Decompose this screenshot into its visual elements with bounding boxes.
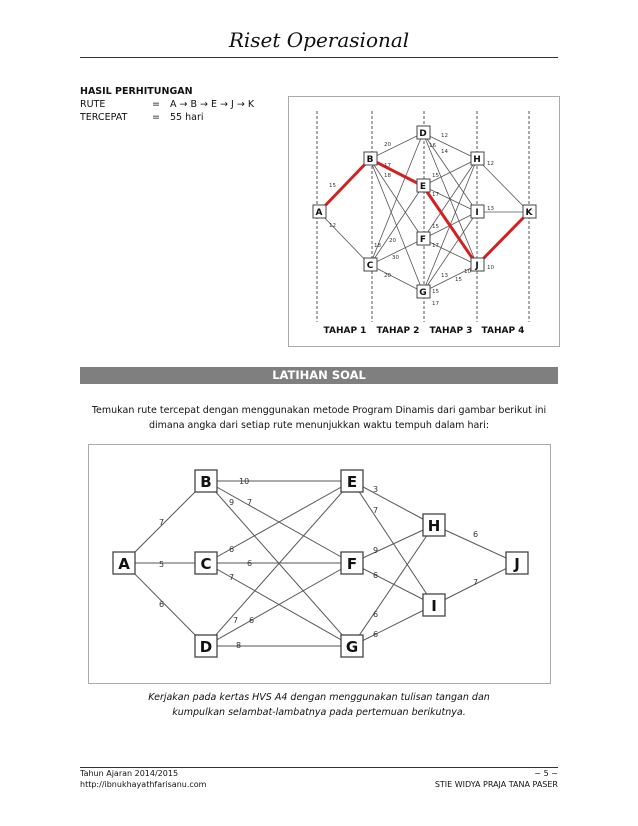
sample-node-k: K (525, 208, 533, 218)
sample-node-d: D (419, 129, 427, 139)
sample-edge-label: 15 (432, 224, 439, 230)
route-value: A → B → E → J → K (170, 99, 255, 110)
result-block (80, 85, 254, 124)
sample-edge-label: 17 (432, 301, 439, 307)
sample-node-c: C (366, 261, 374, 271)
weight-be: 10 (239, 477, 250, 486)
weight-cf: 6 (247, 559, 253, 568)
weight-ac: 5 (159, 560, 165, 569)
weight-gh: 6 (373, 610, 379, 619)
stage-label-1: TAHAP 1 (323, 326, 367, 336)
sample-network-diagram (288, 96, 560, 347)
node-h: H (427, 517, 441, 535)
node-g: G (345, 638, 359, 656)
sample-edge-label: 15 (432, 289, 439, 295)
sample-edge-label: 12 (487, 161, 494, 167)
sample-edge-label: 10 (487, 265, 494, 271)
sample-edge-label: 15 (432, 173, 439, 179)
sample-edge-label: 16 (429, 143, 436, 149)
weight-ab: 7 (159, 518, 165, 527)
stage-label-3: TAHAP 3 (429, 326, 473, 336)
node-f: F (346, 555, 358, 573)
sample-edge-label: 17 (432, 243, 439, 249)
node-i: I (431, 597, 437, 615)
sample-edge-label: 20 (384, 142, 391, 148)
weight-gi: 6 (373, 630, 379, 639)
sample-edge-label: 10 (464, 269, 471, 275)
footer-academic-year: Tahun Ajaran 2014/2015 (80, 769, 179, 778)
weight-df: 6 (249, 616, 255, 625)
section-banner: LATIHAN SOAL (80, 367, 558, 384)
node-j: J (514, 555, 520, 573)
sample-edge-label: 18 (374, 243, 381, 249)
weight-fh: 9 (373, 546, 379, 555)
route-row (80, 98, 254, 111)
weight-ce: 6 (229, 545, 235, 554)
fastest-value: 55 hari (170, 112, 204, 123)
stage-label-2: TAHAP 2 (376, 326, 420, 336)
sample-edge-label: 20 (384, 273, 391, 279)
sample-edge-label: 12 (329, 223, 336, 229)
weight-dg: 8 (236, 641, 242, 650)
weight-bg: 7 (247, 498, 253, 507)
sample-node-f: F (419, 235, 427, 245)
fastest-equals: = (152, 112, 160, 123)
sample-node-e: E (419, 182, 427, 192)
footer-page-number: ~ 5 ~ (534, 769, 558, 778)
sample-edge-label: 15 (329, 183, 336, 189)
weight-ad: 6 (159, 600, 165, 609)
sample-edge-label: 17 (432, 192, 439, 198)
instruction-line-1: Temukan rute tercepat dengan menggunakan metode Program Dinamis dari gambar berikut ini (91, 405, 547, 416)
weight-cg: 7 (229, 573, 235, 582)
sample-edge-label: 13 (441, 273, 448, 279)
sample-node-j: J (475, 261, 479, 271)
instruction-text (80, 403, 558, 433)
footer-url-link[interactable]: http://ibnukhayathfarisanu.com (80, 780, 207, 789)
exercise-network-diagram (88, 444, 551, 684)
node-c: C (200, 555, 212, 573)
sample-edge-label: 12 (441, 133, 448, 139)
node-b: B (200, 473, 212, 491)
sample-node-a: A (315, 208, 323, 218)
weight-eh: 3 (373, 485, 379, 494)
instruction-line-2: dimana angka dari setiap rute menunjukkan waktu tempuh dalam hari: (148, 420, 490, 431)
assignment-line-1: Kerjakan pada kertas HVS A4 dengan menggunakan tulisan tangan dan (148, 692, 490, 703)
weight-fi: 6 (373, 571, 379, 580)
footer-right (435, 768, 558, 790)
sample-edge-label: 17 (384, 163, 391, 169)
route-label: RUTE (80, 99, 106, 110)
fastest-label: TERCEPAT (80, 112, 128, 123)
sample-edge-label: 30 (392, 255, 399, 261)
sample-edge-label: 20 (389, 238, 396, 244)
route-equals: = (152, 99, 160, 110)
sample-node-h: H (473, 155, 481, 165)
sample-edge-label: 14 (441, 149, 448, 155)
weight-ij: 7 (473, 578, 479, 587)
sample-edge-label: 15 (455, 277, 462, 283)
stage-label-4: TAHAP 4 (481, 326, 525, 336)
header-divider (80, 57, 558, 58)
footer-institution: STIE WIDYA PRAJA TANA PASER (434, 780, 558, 789)
weight-bf: 9 (229, 498, 235, 507)
weight-ei: 7 (373, 506, 379, 515)
sample-node-g: G (419, 288, 427, 298)
weight-hj: 6 (473, 530, 479, 539)
assignment-line-2: kumpulkan selambat-lambatnya pada pertemuan berikutnya. (172, 707, 466, 718)
footer-left (80, 768, 206, 790)
sample-node-b: B (366, 155, 374, 165)
fastest-row (80, 111, 254, 124)
sample-node-i: I (475, 208, 479, 218)
node-d: D (199, 638, 213, 656)
result-heading: HASIL PERHITUNGAN (80, 86, 193, 97)
sample-edge-label: 18 (384, 173, 391, 179)
node-e: E (346, 473, 358, 491)
page-header-title: Riset Operasional (228, 28, 410, 52)
sample-edge-label: 13 (487, 206, 494, 212)
assignment-text (80, 690, 558, 720)
node-a: A (118, 555, 130, 573)
weight-de: 7 (233, 616, 239, 625)
